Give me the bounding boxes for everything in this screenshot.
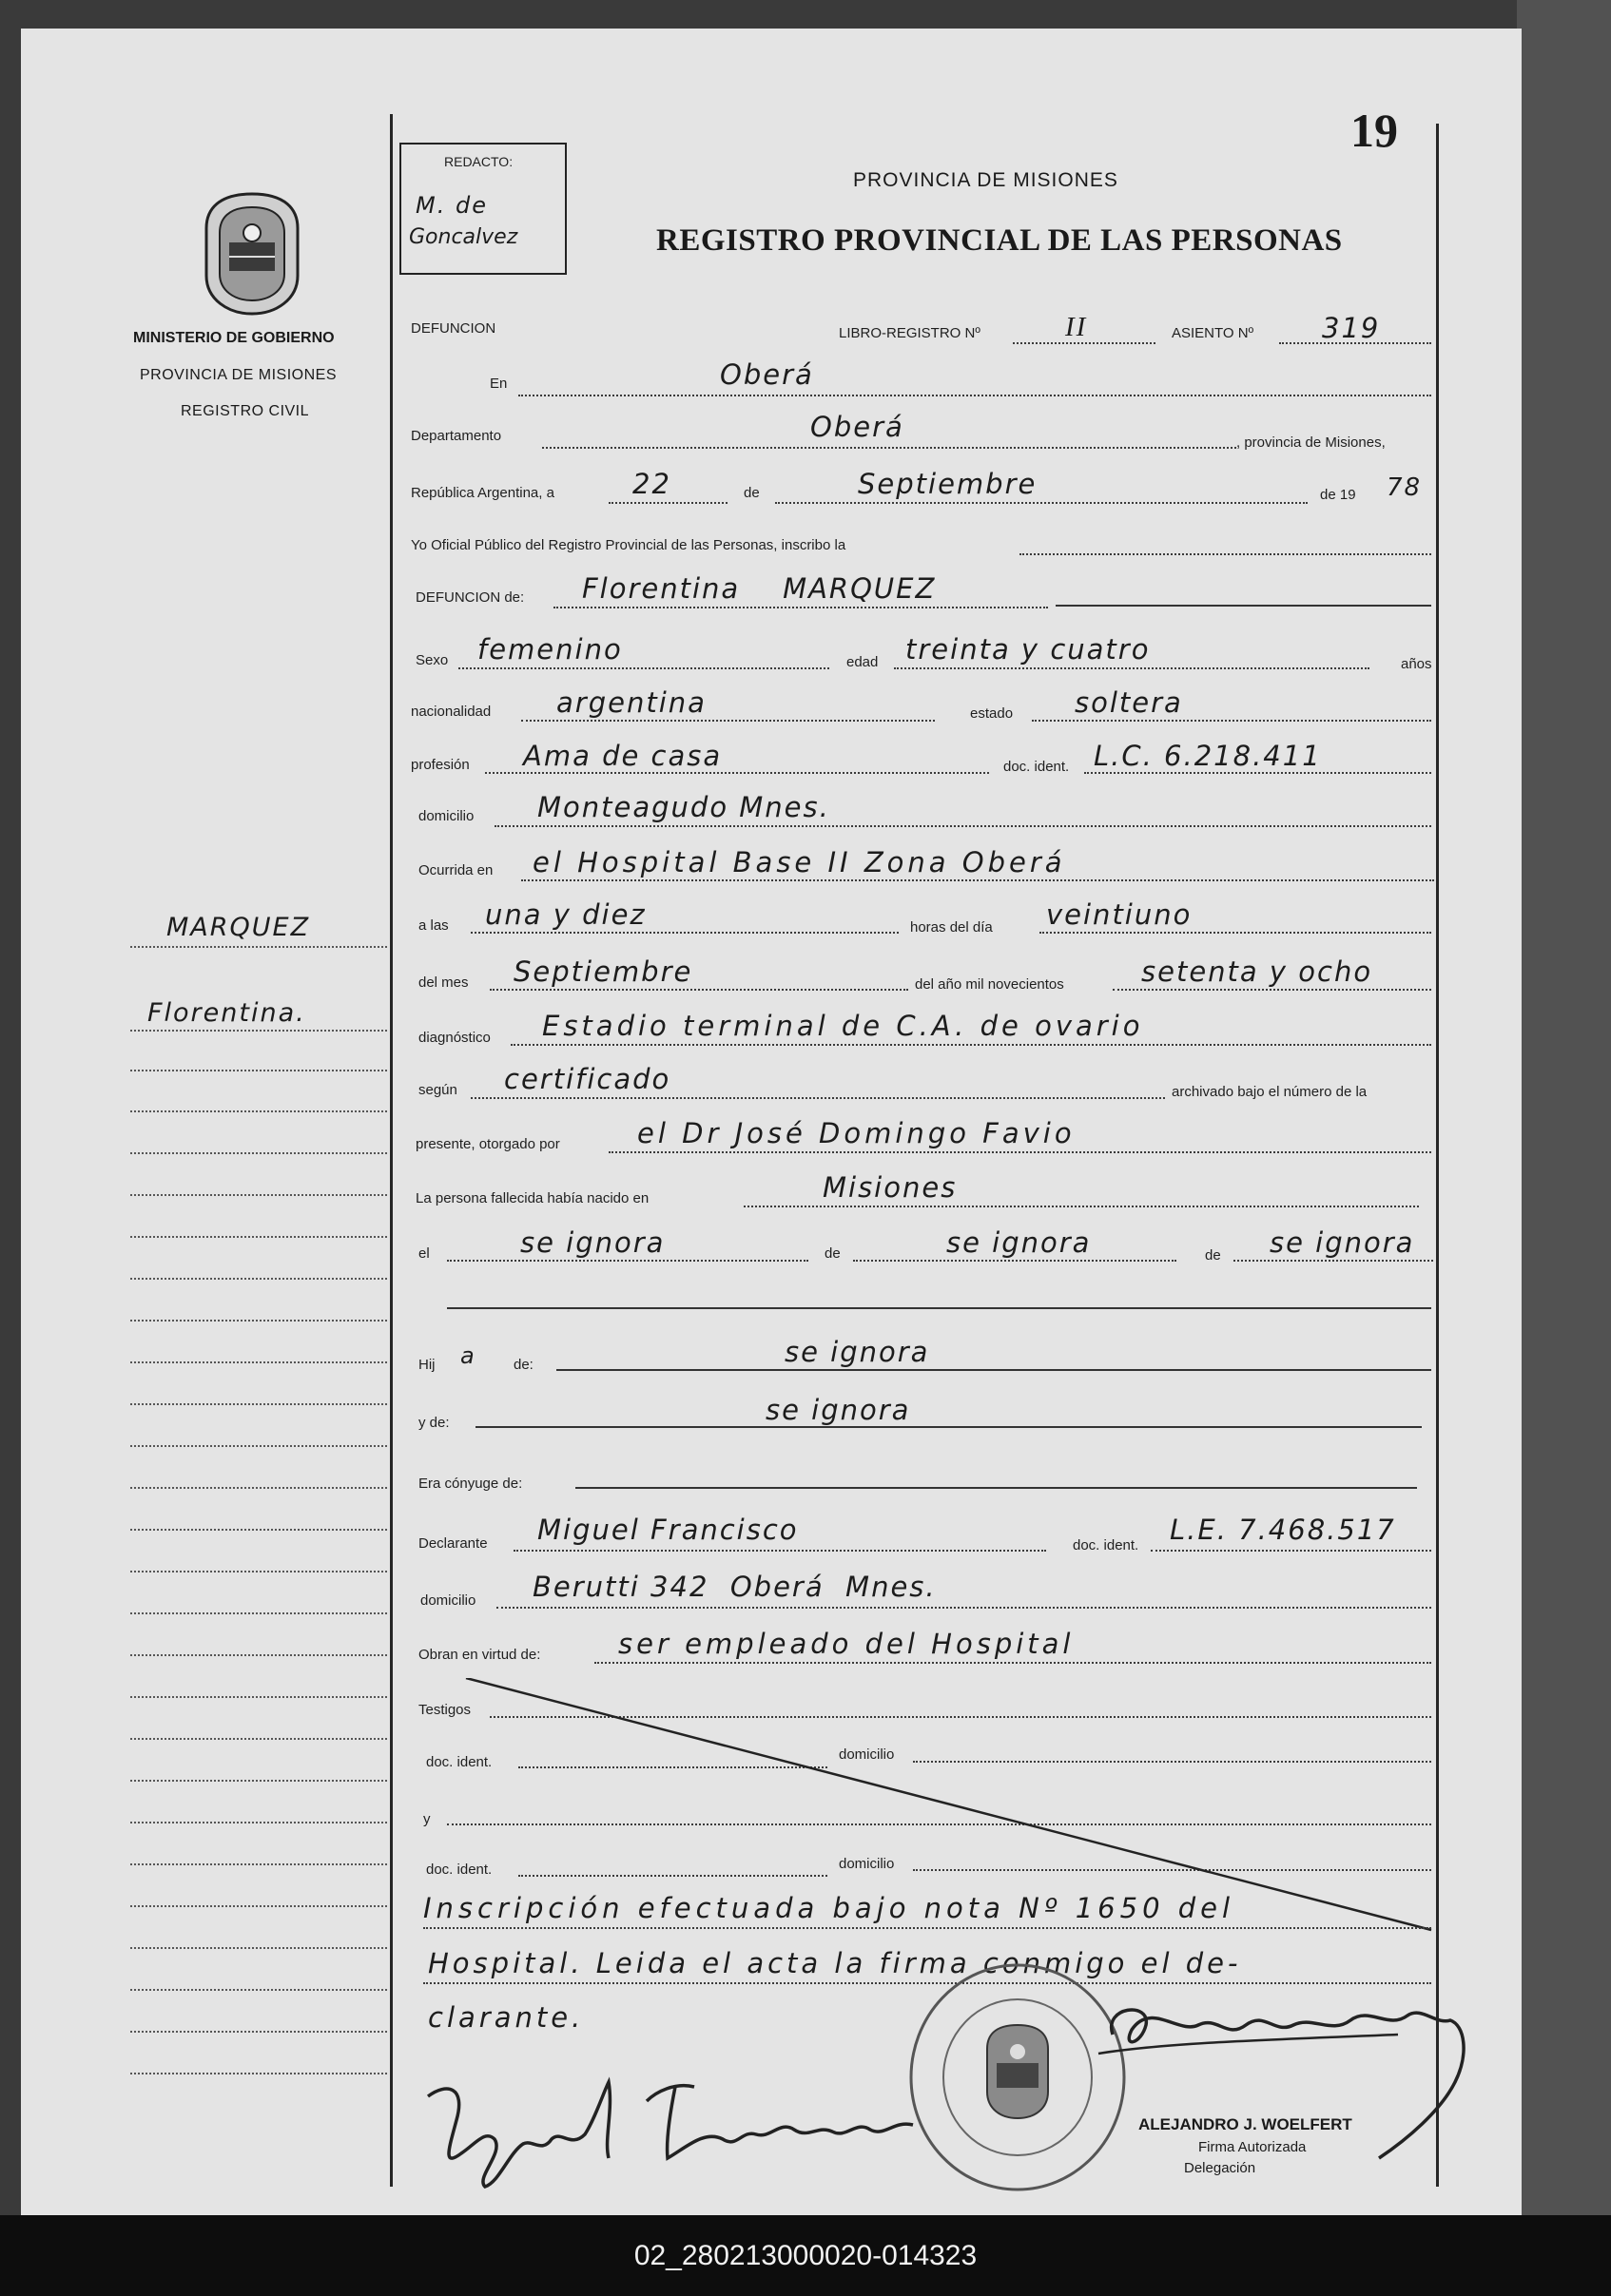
official-name: ALEJANDRO J. WOELFERT [1138, 2115, 1352, 2133]
margin-line [130, 1278, 387, 1280]
nacido-label: La persona fallecida había nacido en [416, 1190, 650, 1206]
mes-value: Septiembre [514, 955, 693, 988]
hora-line [471, 932, 899, 934]
doc-label: doc. ident. [1003, 759, 1070, 775]
t1-doc-label: doc. ident. [426, 1754, 493, 1770]
de1-value: se ignora [946, 1226, 1092, 1259]
y-label: y [423, 1811, 431, 1827]
day-line [609, 502, 728, 504]
note-line-2: Hospital. Leida el acta la firma conmigo el de- [428, 1947, 1242, 1979]
diagnostico-label: diagnóstico [418, 1030, 491, 1046]
margin-line [130, 1612, 387, 1614]
conyuge-line [575, 1487, 1417, 1489]
de2-value: se ignora [1270, 1226, 1415, 1259]
margin-line [130, 1110, 387, 1112]
el-value: se ignora [520, 1226, 666, 1259]
margin-line [130, 2031, 387, 2033]
margin-given-name: Florentina. [147, 998, 306, 1028]
edad-label: edad [846, 654, 879, 670]
ministry-title: MINISTERIO DE GOBIERNO [133, 330, 335, 346]
image-caption: 02_280213000020-014323 [0, 2215, 1611, 2296]
ocurrida-line [521, 879, 1434, 881]
month-value: Septiembre [858, 468, 1038, 500]
margin-line [130, 1905, 387, 1907]
presente-label: presente, otorgado por [416, 1136, 560, 1152]
alas-label: a las [418, 917, 449, 934]
margin-line [130, 1780, 387, 1782]
conyuge-label: Era cónyuge de: [418, 1476, 523, 1492]
dia-value: veintiuno [1046, 898, 1193, 931]
deceased-name: Florentina MARQUEZ [582, 572, 937, 605]
horas-dia-label: horas del día [910, 919, 993, 936]
diagnostico-value: Estadio terminal de C.A. de ovario [542, 1010, 1144, 1042]
en-line [518, 395, 1431, 396]
nacionalidad-line [521, 720, 935, 722]
nacionalidad-label: nacionalidad [411, 704, 492, 720]
defuncion-de-label: DEFUNCION de: [416, 589, 525, 606]
profesion-value: Ama de casa [523, 740, 723, 772]
declarant-signature [418, 2063, 970, 2196]
yde-label: y de: [418, 1415, 450, 1431]
ocurrida-value: el Hospital Base II Zona Oberá [533, 846, 1066, 878]
segun-value: certificado [504, 1063, 671, 1095]
t2-doc-label: doc. ident. [426, 1862, 493, 1878]
margin-line [130, 1487, 387, 1489]
deceased-line [553, 607, 1048, 608]
sheet-number: 19 [1350, 104, 1398, 157]
el-line [447, 1260, 808, 1262]
edad-line [894, 667, 1369, 669]
madre-line [476, 1426, 1422, 1428]
domicilio-label: domicilio [418, 808, 475, 824]
margin-line [130, 1863, 387, 1865]
margin-line [130, 1947, 387, 1949]
year-label: de 19 [1320, 487, 1356, 503]
official-delegation: Delegación [1184, 2160, 1256, 2176]
dia-line [1039, 932, 1431, 934]
redacto-label: REDACTO: [444, 154, 514, 169]
nacido-line [744, 1206, 1419, 1207]
margin-line [130, 1403, 387, 1405]
declarante-doc-label: doc. ident. [1073, 1537, 1139, 1553]
de1-label: de [825, 1245, 841, 1262]
margin-line [130, 1571, 387, 1572]
en-label: En [490, 376, 508, 392]
year-value: 78 [1387, 473, 1423, 502]
margin-line [130, 1738, 387, 1740]
de1-line [853, 1260, 1176, 1262]
hora-value: una y diez [485, 898, 647, 931]
declarante-doc-value: L.E. 7.468.517 [1170, 1514, 1396, 1546]
margin-line [130, 1194, 387, 1196]
departamento-line [542, 447, 1236, 449]
margin-line [130, 946, 387, 948]
record-type-label: DEFUNCION [411, 320, 496, 337]
asiento-value: 319 [1322, 312, 1381, 344]
month-line [775, 502, 1308, 504]
presente-value: el Dr José Domingo Favio [637, 1117, 1076, 1149]
redacto-value-2: Goncalvez [409, 225, 518, 249]
redacto-value-1: M. de [416, 192, 488, 219]
sexo-line [458, 667, 829, 669]
note-rule-1 [423, 1927, 1431, 1929]
ministry-province: PROVINCIA DE MISIONES [140, 367, 337, 383]
provincia-suffix: , provincia de Misiones, [1236, 434, 1386, 451]
margin-rule [390, 114, 393, 2187]
margin-line [130, 1030, 387, 1032]
margin-line [130, 1654, 387, 1656]
declarante-dom-value: Berutti 342 Oberá Mnes. [533, 1571, 937, 1603]
segun-line [471, 1097, 1165, 1099]
margin-line [130, 1696, 387, 1698]
redacto-box [399, 143, 567, 275]
hijde-label: de: [514, 1357, 534, 1373]
margin-line [130, 1989, 387, 1991]
margin-line [130, 1822, 387, 1823]
note-line-3: clarante. [428, 2001, 585, 2034]
hij-suffix: a [460, 1342, 476, 1369]
estado-line [1032, 720, 1431, 722]
declarante-dom-label: domicilio [420, 1592, 476, 1609]
anio-value: setenta y ocho [1141, 955, 1373, 988]
testigos-label: Testigos [418, 1702, 472, 1718]
departamento-label: Departamento [411, 428, 502, 444]
birth-continuation-line [447, 1307, 1431, 1309]
obran-line [594, 1662, 1431, 1664]
anos-label: años [1401, 656, 1432, 672]
archivado-label: archivado bajo el número de la [1172, 1084, 1368, 1100]
libro-label: LIBRO-REGISTRO Nº [839, 325, 980, 341]
sexo-value: femenino [477, 633, 623, 666]
estado-label: estado [970, 705, 1014, 722]
registry-title: REGISTRO PROVINCIAL DE LAS PERSONAS [656, 223, 1343, 258]
estado-value: soltera [1075, 686, 1183, 719]
book-cover-edge [1517, 0, 1611, 2215]
nacionalidad-value: argentina [556, 686, 707, 719]
declarante-value: Miguel Francisco [537, 1514, 799, 1546]
padre-value: se ignora [785, 1336, 930, 1368]
domicilio-line [495, 825, 1431, 827]
madre-value: se ignora [766, 1394, 911, 1426]
margin-surname: MARQUEZ [166, 913, 311, 942]
de2-line [1233, 1260, 1433, 1262]
obran-value: ser empleado del Hospital [618, 1628, 1075, 1660]
note-line-1: Inscripción efectuada bajo nota Nº 1650 del [423, 1892, 1235, 1924]
anio-line [1113, 989, 1431, 991]
el-label: el [418, 1245, 430, 1262]
oficial-text: Yo Oficial Público del Registro Provincial de las Personas, inscribo la [411, 537, 846, 553]
margin-line [130, 1320, 387, 1322]
padre-line [556, 1369, 1431, 1371]
domicilio-value: Monteagudo Mnes. [537, 791, 830, 823]
coat-of-arms-icon [195, 190, 309, 318]
t2-dom-label: domicilio [839, 1856, 895, 1872]
presente-line [609, 1151, 1431, 1153]
sexo-label: Sexo [416, 652, 449, 668]
margin-line [130, 1445, 387, 1447]
republica-label: República Argentina, a [411, 485, 554, 501]
deceased-fill-line [1056, 605, 1431, 607]
libro-value: II [1065, 312, 1088, 342]
nacido-value: Misiones [823, 1171, 958, 1204]
delmes-label: del mes [418, 974, 469, 991]
profesion-line [485, 772, 989, 774]
de2-label: de [1205, 1247, 1221, 1264]
diagnostico-line [511, 1044, 1431, 1046]
t1-dom-label: domicilio [839, 1746, 895, 1763]
margin-line [130, 1152, 387, 1154]
anio-label: del año mil novecientos [915, 976, 1064, 993]
doc-value: L.C. 6.218.411 [1094, 740, 1322, 772]
profesion-label: profesión [411, 757, 470, 773]
asiento-label: ASIENTO Nº [1172, 325, 1254, 341]
declarante-label: Declarante [418, 1535, 488, 1552]
en-value: Oberá [720, 358, 814, 391]
declarante-line [514, 1550, 1046, 1552]
segun-label: según [418, 1082, 457, 1098]
official-signature [1094, 1997, 1474, 2187]
margin-line [130, 1070, 387, 1071]
ocurrida-label: Ocurrida en [418, 862, 494, 878]
departamento-value: Oberá [810, 411, 904, 443]
hij-label: Hij [418, 1357, 436, 1373]
declarante-dom-line [496, 1607, 1431, 1609]
mes-line [490, 989, 908, 991]
margin-line [130, 1529, 387, 1531]
doc-line [1084, 772, 1431, 774]
official-title: Firma Autorizada [1198, 2139, 1307, 2155]
day-value: 22 [632, 468, 671, 500]
margin-line [130, 2073, 387, 2074]
oficial-line [1019, 553, 1431, 555]
declarante-doc-line [1151, 1550, 1431, 1552]
obran-label: Obran en virtud de: [418, 1647, 541, 1663]
margin-line [130, 1361, 387, 1363]
right-rule [1436, 124, 1439, 2187]
month-de-label: de [744, 485, 760, 501]
province-title: PROVINCIA DE MISIONES [853, 169, 1118, 191]
edad-value: treinta y cuatro [905, 633, 1151, 666]
margin-line [130, 1236, 387, 1238]
ministry-registry: REGISTRO CIVIL [181, 403, 310, 419]
